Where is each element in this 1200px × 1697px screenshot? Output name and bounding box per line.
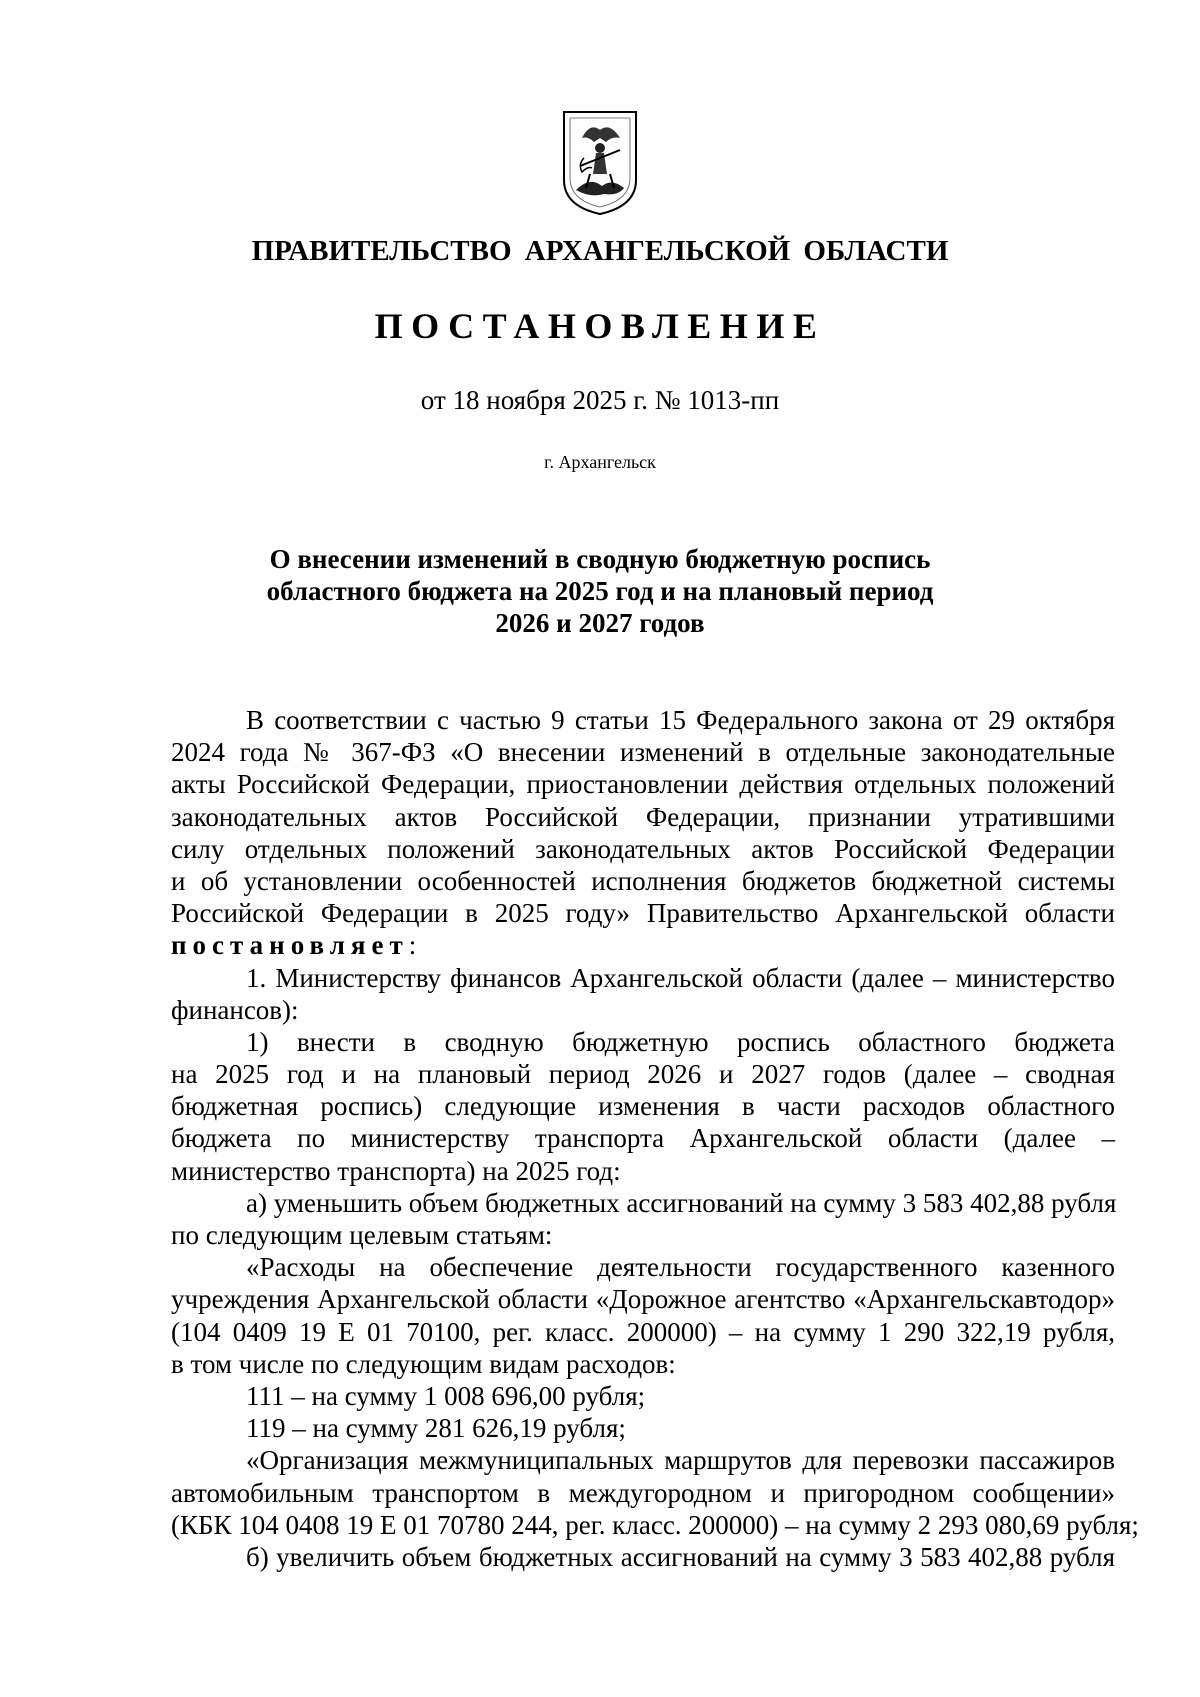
body-line: 111 – на сумму 1 008 696,00 рубля; <box>246 1380 646 1411</box>
body-line: в том числе по следующим видам расходов: <box>171 1348 676 1379</box>
document-body <box>171 704 1139 1573</box>
body-line: 1) внести в сводную бюджетную роспись областного бюджета <box>246 1026 1115 1057</box>
body-line: силу отдельных положений законодательных актов Российской Федерации <box>171 833 1115 864</box>
body-line: 119 – на сумму 281 626,19 рубля; <box>246 1413 626 1444</box>
body-line: «Расходы на обеспечение деятельности государственного казенного <box>246 1252 1115 1283</box>
body-line: акты Российской Федерации, приостановлении действия отдельных положений <box>171 769 1115 800</box>
body-line: «Организация межмуниципальных маршрутов для перевозки пассажиров <box>246 1445 1115 1476</box>
title-line: областного бюджета на 2025 год и на плановый период <box>266 576 934 606</box>
body-line: по следующим целевым статьям: <box>171 1220 553 1250</box>
body-line: бюджета по министерству транспорта Архангельской области (далее – <box>171 1123 1115 1154</box>
body-line: бюджетная роспись) следующие изменения в части расходов областного <box>171 1091 1115 1122</box>
body-line: (104 0409 19 Е 01 70100, рег. класс. 200000) – на сумму 1 290 322,19 рубля, <box>171 1316 1115 1347</box>
body-line: финансов): <box>171 994 299 1025</box>
decree-word: постановляет <box>171 930 409 961</box>
government-name: ПРАВИТЕЛЬСТВО АРХАНГЕЛЬСКОЙ ОБЛАСТИ <box>251 235 949 267</box>
body-line: Российской Федерации в 2025 году» Правительство Архангельской области <box>171 898 1115 929</box>
decree-colon: : <box>408 930 417 961</box>
decree-line <box>171 929 1115 961</box>
document-type: ПОСТАНОВЛЕНИЕ <box>374 306 826 346</box>
body-line: и об установлении особенностей исполнения бюджетов бюджетной системы <box>171 865 1115 896</box>
body-line: (КБК 104 0408 19 Е 01 70780 244, рег. класс. 200000) – на сумму 2 293 080,69 рубля; <box>171 1509 1139 1540</box>
document-date-number: от 18 ноября 2025 г. № 1013-пп <box>420 385 780 415</box>
title-line: О внесении изменений в сводную бюджетную роспись <box>269 544 931 574</box>
title-line: 2026 и 2027 годов <box>495 608 705 638</box>
body-line: на 2025 год и на плановый период 2026 и 2027 годов (далее – сводная <box>171 1059 1115 1090</box>
coat-of-arms-icon <box>560 108 640 218</box>
body-line: В соответствии с частью 9 статьи 15 Федерального закона от 29 октября <box>246 705 1115 735</box>
body-line: 2024 года № 367-ФЗ «О внесении изменений в отдельные законодательные <box>171 737 1115 768</box>
document-city: г. Архангельск <box>544 452 656 472</box>
body-line: б) увеличить объем бюджетных ассигнований на сумму 3 583 402,88 рубля <box>246 1541 1115 1572</box>
body-line: а) уменьшить объем бюджетных ассигнований на сумму 3 583 402,88 рубля <box>246 1187 1117 1218</box>
body-line: учреждения Архангельской области «Дорожное агентство «Архангельскавтодор» <box>171 1284 1115 1315</box>
body-line: законодательных актов Российской Федерации, признании утратившими <box>171 801 1115 832</box>
body-line: автомобильным транспортом в междугородном и пригородном сообщении» <box>171 1477 1115 1508</box>
body-line: 1. Министерству финансов Архангельской области (далее – министерство <box>246 962 1115 993</box>
body-line: министерство транспорта) на 2025 год: <box>171 1155 621 1186</box>
document-title <box>0 543 1200 639</box>
